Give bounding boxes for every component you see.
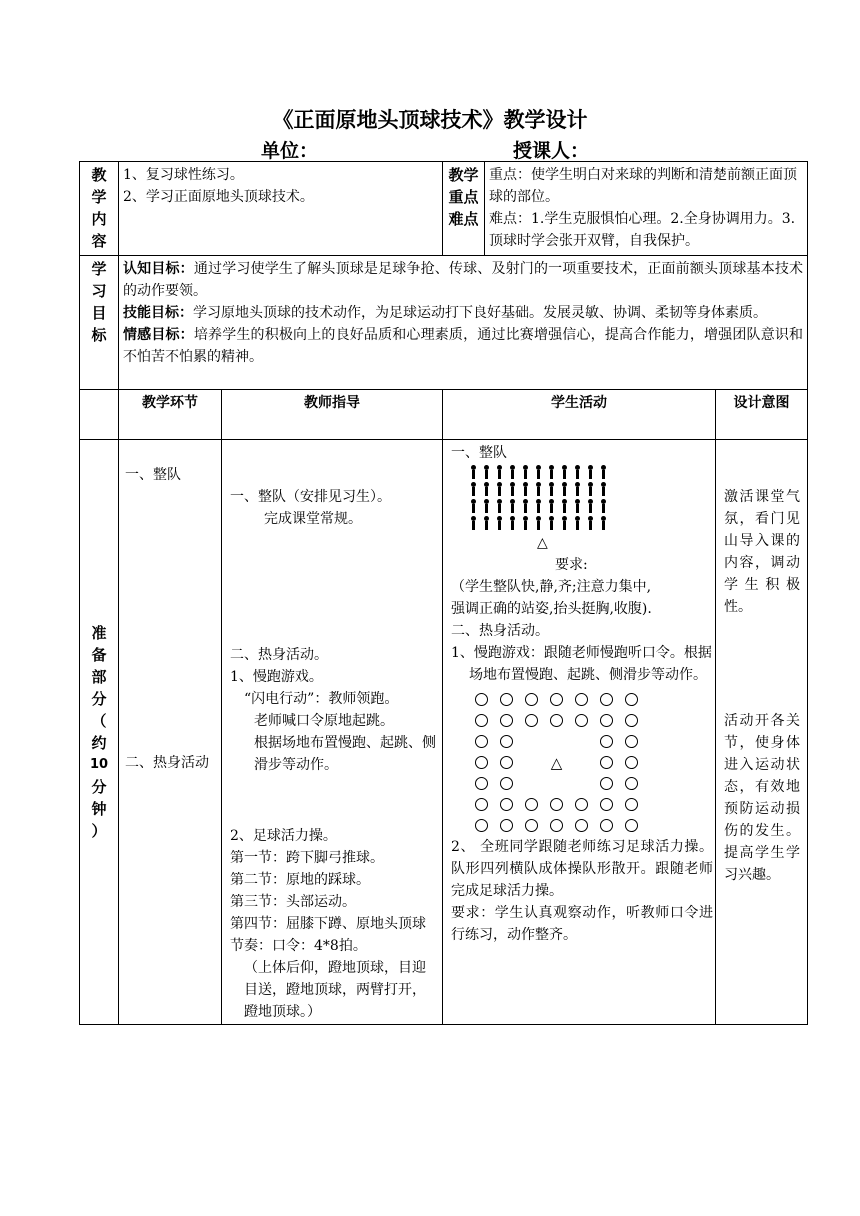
col-header-intent: 设计意图 (716, 390, 808, 440)
key-difficulty-text (485, 162, 808, 256)
content-item: 2、学习正面原地头顶球技术。 (123, 189, 314, 205)
skill-text: 学习原地头顶球的技术动作，为足球运动打下良好基础。发展灵敏、协调、柔韧等身体素质。 (193, 305, 767, 321)
design-intent (716, 440, 808, 1025)
objectives-text (119, 256, 808, 390)
phase-line-up: 一、整队 (125, 467, 181, 483)
line-up-formation (467, 464, 713, 532)
affective-text: 培养学生的积极向上的良好品质和心理素质，通过比赛增强信心，提高合作能力，增强团队意识和不怕苦不怕累的精神。 (123, 327, 804, 365)
prep-header: 准 备 部 分 （ 约 10 分 钟 ） (80, 440, 119, 1025)
content-header: 教 学 内 容 (80, 162, 119, 256)
lesson-plan-table (79, 161, 808, 1025)
skill-label: 技能目标： (123, 305, 193, 321)
cognitive-text: 通过学习使学生了解头顶球是足球争抢、传球、及射门的一项重要技术，正面前额头顶球基本技术的动作要领。 (123, 261, 804, 299)
unit-label: 单位： (261, 140, 319, 162)
prep-phases (119, 440, 222, 1025)
document-title: 《正面原地头顶球技术》教学设计 (272, 108, 588, 132)
content-items (119, 162, 443, 256)
phase-warm-up: 二、热身活动 (125, 755, 209, 771)
content-item: 1、复习球性练习。 (123, 167, 244, 183)
intent-line-up: 激活课堂气氛，看门见山导入课的内容，调动学生积极性。 (724, 489, 801, 615)
affective-label: 情感目标： (123, 327, 194, 343)
student-activity: 一、整队 △ 要求: （学生整队快,静,齐;注意力集中, 强调正确的站姿,抬头挺胸,收腹). 二、热身活动。 1、慢跑游戏：跟随老师慢跑听口令。根据场地布置慢跑、起跳、侧滑步等动作。 △ 2、 全班同学跟随老师练习足球活力操。队形四列横队成体操队形散开。跟随老师完成足球活力操。 要求：学生认真观察动作，听教师口令进行练习，动作整齐。 (443, 440, 716, 1025)
teacher-label: 授课人： (513, 140, 590, 162)
teacher-position-mark: △ (537, 535, 548, 551)
cognitive-label: 认知目标： (123, 261, 194, 277)
running-field-formation (469, 689, 713, 836)
objectives-row (80, 256, 808, 390)
difficulty: 难点：1.学生克服惧怕心理。2.全身协调用力。3.顶球时学会张开双臂，自我保护。 (489, 211, 796, 249)
column-header-row (80, 390, 808, 440)
content-row (80, 162, 808, 256)
col-header-teacher: 教师指导 (222, 390, 443, 440)
prep-row (80, 440, 808, 1025)
objectives-header: 学 习 目 标 (80, 256, 119, 390)
col-header-student: 学生活动 (443, 390, 716, 440)
key-point: 重点：使学生明白对来球的判断和清楚前额正面顶球的部位。 (489, 167, 798, 205)
field-teacher-mark: △ (550, 753, 563, 772)
intent-warm-up: 活动开各关节，使身体进入运动状态，有效地预防运动损伤的发生。提高学生学习兴趣。 (724, 713, 801, 883)
col-header-phase: 教学环节 (119, 390, 222, 440)
teacher-guidance: 一、整队（安排见习生）。 完成课堂常规。 二、热身活动。 1、慢跑游戏。 “闪电行动”：教师领跑。 老师喊口令原地起跳。 根据场地布置慢跑、起跳、侧滑步等动作。 2、足球活力操。 第一节：跨下脚弓推球。 第二节：原地的踩球。 第三节：头部运动。 第四节：屈膝下蹲、原地头顶球节奏：口令：4*8拍。 （上体后仰，蹬地顶球，目迎目送，蹬地顶球，两臂打开，蹬地顶球。） (222, 440, 443, 1025)
key-difficulty-header: 教学 重点 难点 (443, 162, 485, 256)
